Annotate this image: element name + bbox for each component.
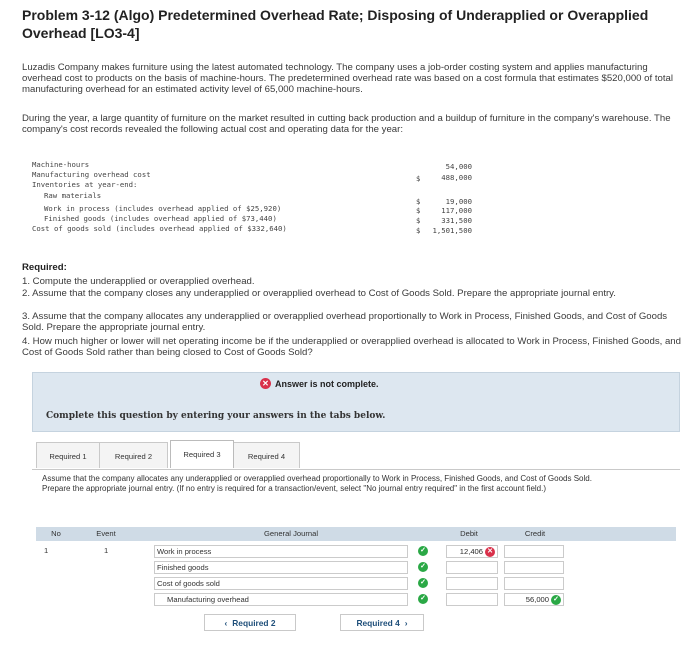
cost-label: Machine-hours (32, 160, 90, 169)
cost-value: 19,000 (445, 197, 472, 206)
tab-required-3[interactable]: Required 3 (170, 440, 234, 468)
col-debit: Debit (460, 529, 478, 538)
cost-value: 117,000 (441, 206, 472, 215)
cost-sign: $ (416, 197, 421, 206)
intro-paragraph: Luzadis Company makes furniture using the latest automated technology. The company uses a job-order costing system and applies manufacturing overhead cost to products on the basis of machine-hours. The predetermined overhead rate was based on a cost formula that estimates $520,000 of total manufacturing overhead for an estimated activity level of 65,000 machine-hours. (22, 62, 673, 96)
check-icon: ✓ (418, 562, 428, 572)
required-item-3: 3. Assume that the company allocates any underapplied or overapplied overhead proportionally to Work in Process, Finished Goods, and Cost of Goods Sold. Prepare the appropriate journal entry. (22, 311, 668, 334)
cost-label: Manufacturing overhead cost (32, 170, 151, 179)
account-input[interactable]: Finished goods (154, 561, 408, 574)
cost-value: 54,000 (445, 162, 472, 171)
tab-required-4[interactable]: Required 4 (234, 442, 300, 468)
account-input[interactable]: Work in process (154, 545, 408, 558)
answer-status (260, 378, 379, 389)
problem-title: Problem 3-12 (Algo) Predetermined Overhead Rate; Disposing of Underapplied or Overapplied Overhead [LO3-4] (22, 7, 649, 41)
journal-table-header (36, 527, 676, 541)
intro-paragraph-2: During the year, a large quantity of furniture on the market resulted in cutting back production and a buildup of furniture in the company's warehouse. The company's cost records revealed the following actual cost and operating data for the year: (22, 113, 671, 136)
cost-label: Finished goods (includes overhead applied of $73,440) (44, 214, 277, 223)
cost-label: Work in process (includes overhead applied of $25,920) (44, 204, 282, 213)
cost-value: 488,000 (441, 173, 472, 182)
tab-required-1[interactable]: Required 1 (36, 442, 100, 468)
chevron-right-icon: › (404, 617, 408, 628)
required-item-2: 2. Assume that the company closes any underapplied or overapplied overhead to Cost of Goods Sold. Prepare the appropriate journal entry. (22, 288, 616, 299)
debit-input[interactable] (446, 545, 498, 558)
credit-input[interactable] (504, 577, 564, 590)
tab-instructions: Assume that the company allocates any underapplied or overapplied overhead proportionally to Work in Process, Finished Goods, and Cost of Goods Sold. Prepare the appropriate journal entry. (If no entry is required for a transaction/event, select "No journal entry required" in the first account field.) (42, 474, 592, 493)
error-icon: ✕ (485, 547, 495, 557)
cost-value: 331,500 (441, 216, 472, 225)
cost-sign: $ (416, 206, 421, 215)
col-general-journal: General Journal (263, 529, 319, 538)
row-event: 1 (104, 546, 109, 555)
next-button-label: Required 4 (356, 617, 400, 628)
col-credit: Credit (524, 529, 546, 538)
cost-value: 1,501,500 (432, 226, 472, 235)
complete-prompt: Complete this question by entering your answers in the tabs below. (46, 411, 386, 421)
prev-button-label: Required 2 (232, 617, 276, 628)
next-button[interactable] (340, 614, 424, 631)
col-no: No (51, 529, 61, 538)
required-item-1: 1. Compute the underapplied or overapplied overhead. (22, 276, 255, 287)
cost-sign: $ (416, 216, 421, 225)
account-input[interactable]: Manufacturing overhead (154, 593, 408, 606)
cost-sign: $ (416, 174, 421, 183)
tab-required-2[interactable]: Required 2 (100, 442, 168, 468)
credit-input[interactable] (504, 545, 564, 558)
check-icon: ✓ (418, 546, 428, 556)
error-icon: ✕ (260, 378, 271, 389)
check-icon: ✓ (551, 595, 561, 605)
cost-sign: $ (416, 226, 421, 235)
required-heading: Required: (22, 262, 67, 273)
credit-input[interactable] (504, 561, 564, 574)
cost-label: Inventories at year-end: (32, 180, 138, 189)
cost-label: Cost of goods sold (includes overhead applied of $332,640) (32, 224, 287, 233)
required-item-4: 4. How much higher or lower will net operating income be if the underapplied or overapplied overhead is allocated to Work in Process, Finished Goods, and Cost of Goods Sold rather than being closed to Cost of Goods Sold? (22, 336, 681, 359)
chevron-left-icon: ‹ (224, 617, 228, 628)
cost-data-table (32, 160, 492, 238)
credit-value: 56,000 (525, 595, 549, 604)
row-no: 1 (44, 546, 49, 555)
debit-input[interactable] (446, 593, 498, 606)
debit-input[interactable] (446, 577, 498, 590)
check-icon: ✓ (418, 578, 428, 588)
credit-input[interactable] (504, 593, 564, 606)
check-icon: ✓ (418, 594, 428, 604)
col-event: Event (96, 529, 116, 538)
prev-button[interactable] (204, 614, 296, 631)
answer-status-text: Answer is not complete. (275, 378, 379, 389)
cost-label: Raw materials (44, 191, 102, 200)
account-input[interactable]: Cost of goods sold (154, 577, 408, 590)
debit-value: 12,406 (459, 547, 483, 556)
debit-input[interactable] (446, 561, 498, 574)
